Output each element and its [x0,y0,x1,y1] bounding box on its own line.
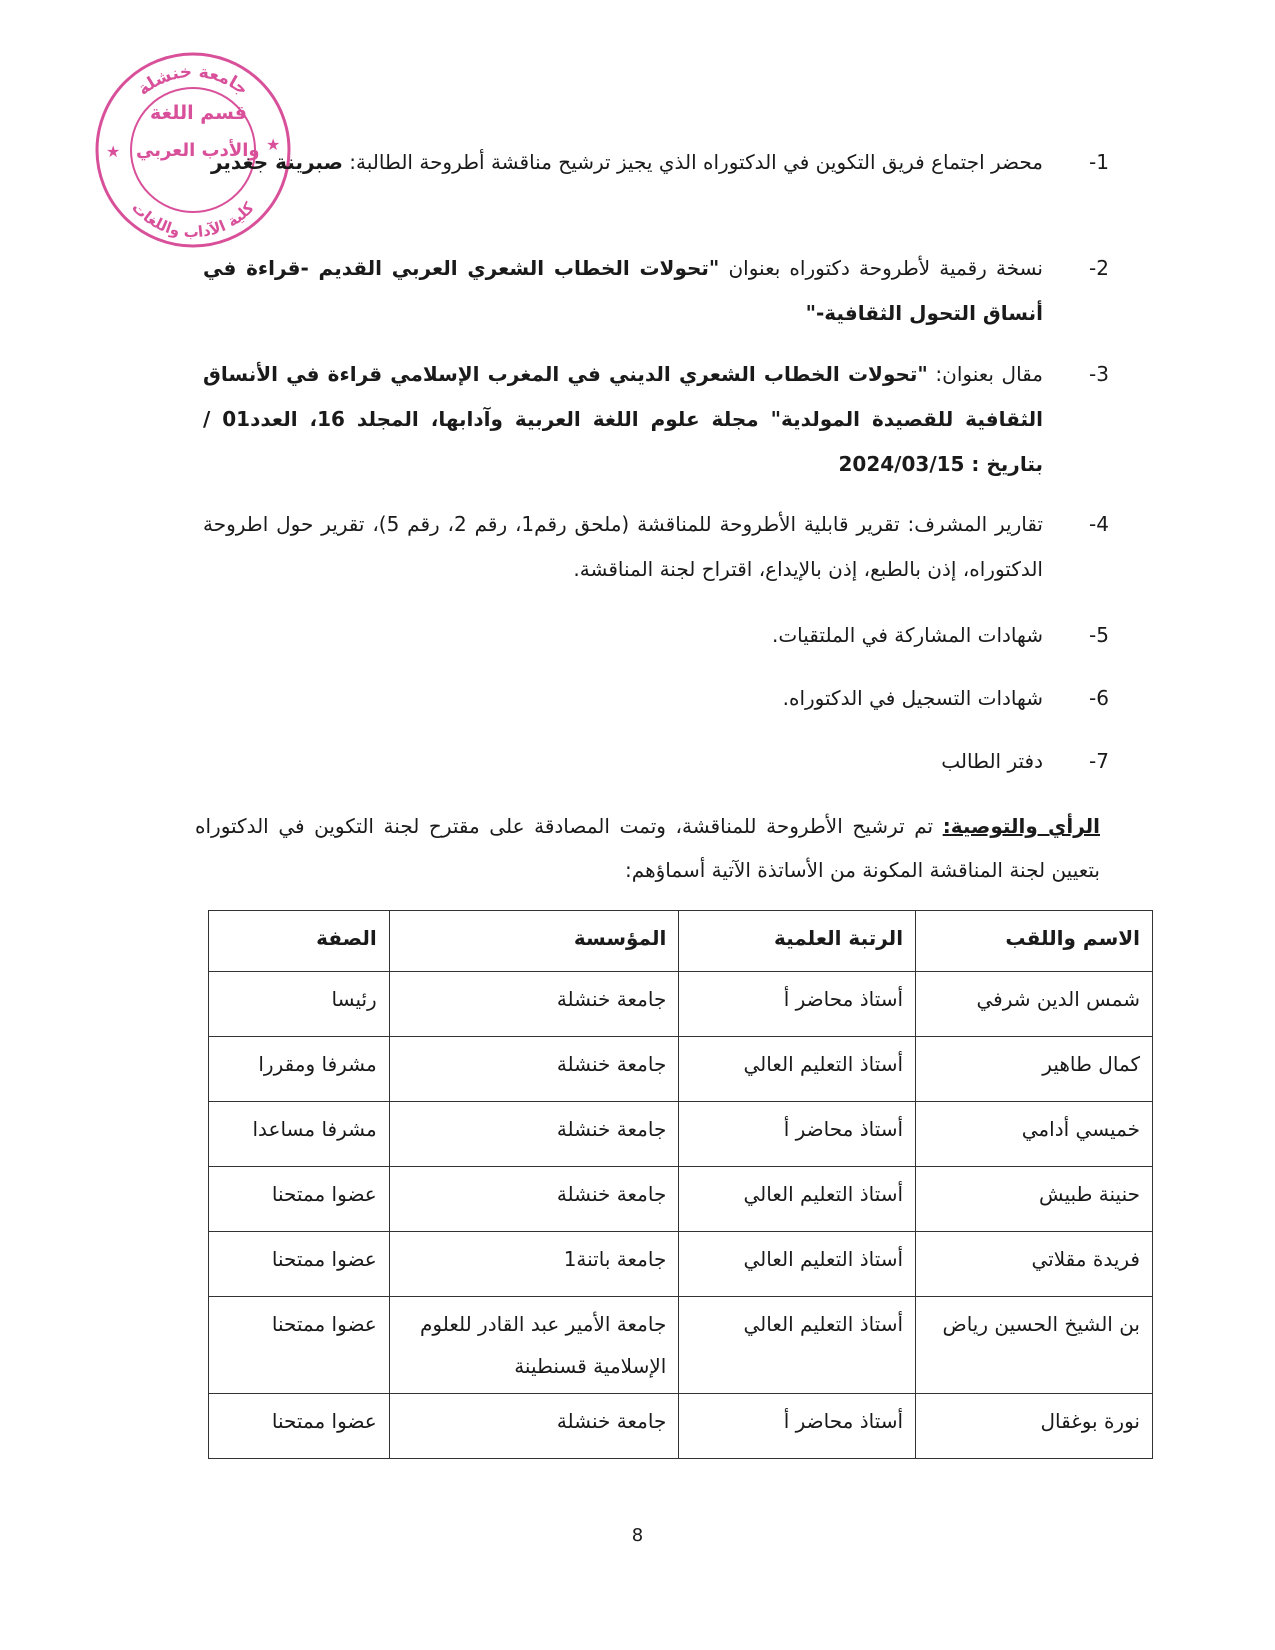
cell-role: مشرفا مساعدا [209,1102,390,1167]
opinion-text: تم ترشيح الأطروحة للمناقشة، وتمت المصادقة على مقترح لجنة التكوين في الدكتوراه بتعيين لجنة المناقشة المكونة من الأساتذة الآتية أسماؤهم: [195,814,1100,882]
cell-name: فريدة مقلاتي [916,1232,1153,1297]
cell-name: كمال طاهير [916,1037,1153,1102]
svg-text:كلية الآداب واللغات [128,198,257,241]
cell-rank: أستاذ التعليم العالي [679,1232,916,1297]
stamp-text-bottom: كلية الآداب واللغات [128,198,258,242]
list-item-bold: "تحولات الخطاب الشعري الديني في المغرب الإسلامي قراءة في الأنساق الثقافية للقصيدة المولدية" مجلة علوم اللغة العربية وآدابها، المجلد 16، العدد01 / بتاريخ : 2024/03/15 [203,362,1044,476]
cell-role: عضوا ممتحنا [209,1297,390,1394]
opinion-heading: الرأي والتوصية: [942,814,1101,838]
list-item-bold: "تحولات الخطاب الشعري العربي القديم -قراءة في أنساق التحول الثقافية-" [203,256,1043,325]
svg-text:★: ★ [266,135,281,154]
cell-name: خميسي أدامي [916,1102,1153,1167]
opinion-paragraph [195,804,1100,892]
svg-text:جامعة خنشلة [134,62,252,100]
header-institution: المؤسسة [389,911,679,972]
header-rank: الرتبة العلمية [679,911,916,972]
stamp-text-field: والأدب العربي [136,140,260,161]
list-item [203,502,1109,592]
cell-role: مشرفا ومقررا [209,1037,390,1102]
list-item-number: -2 [1089,256,1109,280]
cell-role: رئيسا [209,972,390,1037]
list-item-number: -7 [1089,749,1109,773]
cell-institution: جامعة خنشلة [389,1037,679,1102]
list-item-number: -1 [1089,150,1109,174]
stamp-text-top: جامعة خنشلة [133,61,252,100]
list-item [203,352,1109,487]
list-item [203,676,1109,721]
stamp-text-dept: قسم اللغة [150,102,247,124]
list-item-text: شهادات المشاركة في الملتقيات. [771,623,1043,647]
list-item [203,140,1109,185]
list-item-text: شهادات التسجيل في الدكتوراه. [782,686,1043,710]
list-item-number: -5 [1089,623,1109,647]
cell-rank: أستاذ التعليم العالي [679,1297,916,1394]
list-item-text: تقارير المشرف: تقرير قابلية الأطروحة للمناقشة (ملحق رقم1، رقم 2، رقم 5)، تقرير حول اطروحة الدكتوراه، إذن بالطبع، إذن بالإيداع، اقتراح لجنة المناقشة. [203,512,1043,581]
cell-rank: أستاذ التعليم العالي [679,1037,916,1102]
list-item-number: -3 [1089,362,1109,386]
table-row [209,972,1153,1037]
cell-institution: جامعة خنشلة [389,1394,679,1459]
cell-rank: أستاذ محاضر أ [679,1102,916,1167]
table-row [209,1102,1153,1167]
cell-name: شمس الدين شرفي [916,972,1153,1037]
header-role: الصفة [209,911,390,972]
list-item-text: مقال بعنوان: [927,362,1044,386]
list-item [203,246,1109,336]
cell-rank: أستاذ التعليم العالي [679,1167,916,1232]
table-row [209,1232,1153,1297]
table-row [209,1394,1153,1459]
list-item [203,739,1109,784]
cell-name: نورة بوغقال [916,1394,1153,1459]
cell-role: عضوا ممتحنا [209,1394,390,1459]
table-row [209,1297,1153,1394]
table-row [209,1167,1153,1232]
cell-institution: جامعة باتنة1 [389,1232,679,1297]
list-item-bold: صبرينة جغدير [210,150,343,174]
cell-role: عضوا ممتحنا [209,1167,390,1232]
table-header-row [209,911,1153,972]
cell-name: حنينة طبيش [916,1167,1153,1232]
table-row [209,1037,1153,1102]
page-number: 8 [631,1525,644,1546]
list-item [203,613,1109,658]
cell-institution: جامعة خنشلة [389,972,679,1037]
cell-institution: جامعة خنشلة [389,1167,679,1232]
cell-name: بن الشيخ الحسين رياض [916,1297,1153,1394]
cell-rank: أستاذ محاضر أ [679,972,916,1037]
header-name: الاسم واللقب [916,911,1153,972]
cell-role: عضوا ممتحنا [209,1232,390,1297]
committee-table [208,910,1153,1459]
cell-rank: أستاذ محاضر أ [679,1394,916,1459]
list-item-text: نسخة رقمية لأطروحة دكتوراه بعنوان [719,256,1043,280]
list-item-number: -6 [1089,686,1109,710]
cell-institution: جامعة الأمير عبد القادر للعلوم الإسلامية قسنطينة [389,1297,679,1394]
list-item-text: محضر اجتماع فريق التكوين في الدكتوراه الذي يجيز ترشيح مناقشة أطروحة الطالبة: [342,150,1043,174]
list-item-number: -4 [1089,512,1109,536]
list-item-text: دفتر الطالب [941,749,1043,773]
svg-text:★: ★ [106,142,121,161]
cell-institution: جامعة خنشلة [389,1102,679,1167]
